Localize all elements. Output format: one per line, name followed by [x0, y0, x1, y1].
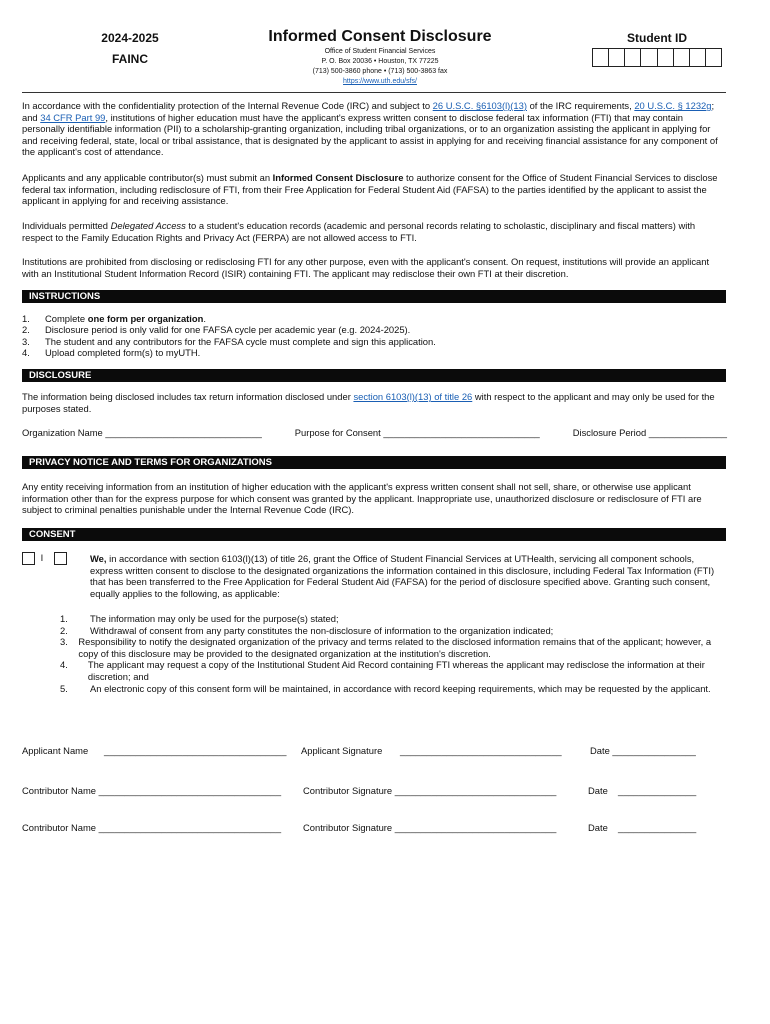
section-6103-link[interactable]: section 6103(l)(13) of title 26 [353, 391, 473, 402]
applicant-name-field[interactable]: ___________________________________ [104, 745, 287, 756]
list-item: 2. Disclosure period is only valid for one FAFSA cycle per academic year (e.g. 2024-2025). [22, 324, 411, 336]
disclosure-text: The information being disclosed includes tax return information disclosed under section 6103(l)(13) of title 26 with respect to the applicant and may only be used for the purposes stated. [22, 391, 715, 414]
form-code: FAINC [112, 52, 148, 66]
consent-i-label: I [40, 552, 44, 563]
list-item: 1. Complete one form per organization. [22, 313, 206, 324]
disclosure-period-field[interactable]: Disclosure Period _______________ [572, 427, 727, 438]
header-divider [22, 92, 726, 93]
student-id-digit[interactable] [641, 49, 657, 66]
student-id-label: Student ID [627, 31, 687, 45]
office-website-link[interactable]: https://www.uth.edu/sfs/ [343, 78, 417, 85]
consent-i-checkbox[interactable] [22, 552, 35, 565]
intro-paragraph-1: In accordance with the confidentiality protection of the Internal Revenue Code (IRC) and subject to 26 U.S.C. §6103(l)(13) of the IRC requirements, 20 U.S.C. § 1232g; and 34 CFR Part 99, institutions of higher education must have the applicant's express written consent to disclose federal tax information (FTI) that may contain personally identifiable information (PII) to a scholarship-granting organization, including tribal organizations, or to an organization assisting the applicant in applying for and receiving federal, state, local or tribal assistance, that is designated by the applicant to assist in applying for and receiving financial assistance for any component of the applicant's cost of attendance. [22, 100, 718, 158]
student-id-digit[interactable] [658, 49, 674, 66]
list-item: 3. Responsibility to notify the designated organization of the privacy and terms related to the disclosed information remains that of the applicant; however, a copy of this disclosure may be provided to the designated organization at the institution's discretion. [60, 636, 712, 659]
contributor-1-date-label: Date [588, 785, 608, 796]
student-id-input[interactable] [592, 48, 722, 67]
consent-section-6103-link[interactable]: section 6103(l)(13) of title 26 [189, 553, 309, 564]
privacy-heading: PRIVACY NOTICE AND TERMS FOR ORGANIZATIONS [22, 456, 726, 469]
intro-paragraph-2: Applicants and any applicable contributor(s) must submit an Informed Consent Disclosure to authorize consent for the Office of Student Financial Services to disclose federal tax information, including redisclosure of FTI, from their Free Application for Federal Student Aid (FAFSA) to the parties identified by the applicant to assist the applicant in applying for and receiving assistance. [22, 172, 718, 207]
contributor-2-date-label: Date [588, 822, 608, 833]
instructions-heading: INSTRUCTIONS [22, 290, 726, 303]
usc-6103-link[interactable]: 26 U.S.C. §6103(l)(13) [432, 100, 527, 111]
privacy-text: Any entity receiving information from an institution of higher education with the applicant's express written consent shall not sell, share, or otherwise use applicant information other than for the express purpose for which consent was granted by the applicant. Inappropriate use, unauthorized disclosure or redisclosure of FTI are subject to criminal penalties punishable under the Internal Revenue Code (IRC). [22, 481, 702, 516]
contributor-2-signature-field[interactable]: Contributor Signature _______________________________ [303, 822, 557, 833]
page-title: Informed Consent Disclosure [268, 28, 492, 45]
organization-name-field[interactable]: Organization Name ______________________________ [22, 427, 262, 438]
consent-we-label: We, [90, 553, 107, 564]
disclosure-fields [22, 427, 727, 438]
student-id-digit[interactable] [706, 49, 721, 66]
office-address: P. O. Box 20036 • Houston, TX 77225 [321, 58, 439, 65]
header-left [90, 31, 170, 66]
intro-paragraph-3: Individuals permitted Delegated Access to a student's education records (academic and personal records relating to scholastic, disciplinary and fiscal matters) with respect to the Family Education Rights and Privacy Act (FERPA) are not allowed access to FTI. [22, 220, 696, 243]
purpose-for-consent-field[interactable]: Purpose for Consent ______________________________ [294, 427, 540, 438]
contributor-2-date-field[interactable]: _______________ [618, 822, 697, 833]
applicant-date-field[interactable]: Date ________________ [590, 745, 696, 756]
list-item: 5. An electronic copy of this consent form will be maintained, in accordance with record keeping requirements, which may be requested by the applicant. [60, 682, 711, 694]
contributor-1-date-field[interactable]: _______________ [618, 785, 697, 796]
applicant-signature-field[interactable]: _______________________________ [400, 745, 562, 756]
student-id-digit[interactable] [609, 49, 625, 66]
student-id-digit[interactable] [625, 49, 641, 66]
applicant-name-label: Applicant Name [22, 745, 89, 756]
list-item: 2. Withdrawal of consent from any party constitutes the non-disclosure of information to the organization indicated; [60, 624, 554, 636]
award-year: 2024-2025 [101, 31, 159, 45]
intro-paragraph-4: Institutions are prohibited from disclosing or redisclosing FTI for any other purpose, even with the applicant's consent. On request, institutions will provide an applicant with an Institutional Student Information Record (ISIR) containing FTI. The applicant may redisclose their own FTI at their discretion. [22, 256, 710, 279]
student-id-digit[interactable] [674, 49, 690, 66]
header-center [240, 27, 520, 87]
contributor-2-name-field[interactable]: Contributor Name ___________________________________ [22, 822, 282, 833]
list-item: 4. The applicant may request a copy of the Institutional Student Aid Record containing FTI whereas the applicant may redisclose the information at their discretion; and [60, 659, 705, 682]
student-id-digit[interactable] [593, 49, 609, 66]
list-item: 3. The student and any contributors for the FAFSA cycle must complete and sign this application. [22, 335, 436, 347]
student-id-digit[interactable] [690, 49, 706, 66]
applicant-signature-label: Applicant Signature [301, 745, 383, 756]
office-phone: (713) 500-3860 phone • (713) 500-3863 fax [312, 68, 448, 75]
instructions-list [22, 313, 722, 359]
disclosure-heading: DISCLOSURE [22, 369, 726, 382]
consent-we-checkbox[interactable] [54, 552, 67, 565]
cfr-part-99-link[interactable]: 34 CFR Part 99 [40, 111, 106, 123]
contributor-1-name-field[interactable]: Contributor Name ___________________________________ [22, 785, 282, 796]
office-name: Office of Student Financial Services [324, 48, 436, 55]
contributor-1-signature-field[interactable]: Contributor Signature _______________________________ [303, 785, 557, 796]
consent-text: We, in accordance with section 6103(l)(13) of title 26, grant the Office of Student Financial Services at UTHealth, servicing all component schools, express written consent to disclose to the designated organizations the information contained in this disclosure, including Federal Tax Information (FTI) that has been transferred to the Free Application for Federal Student Aid (FAFSA) for the period of disclosure specified above. Granting such consent, equally applies to the following, as applicable: [90, 553, 715, 599]
consent-heading: CONSENT [22, 528, 726, 541]
usc-1232g-link[interactable]: 20 U.S.C. § 1232g [634, 100, 712, 111]
list-item: 4. Upload completed form(s) to myUTH. [22, 347, 201, 359]
list-item: 1. The information may only be used for the purpose(s) stated; [60, 613, 339, 624]
consent-terms-list [60, 613, 720, 694]
student-id-block [592, 31, 722, 67]
